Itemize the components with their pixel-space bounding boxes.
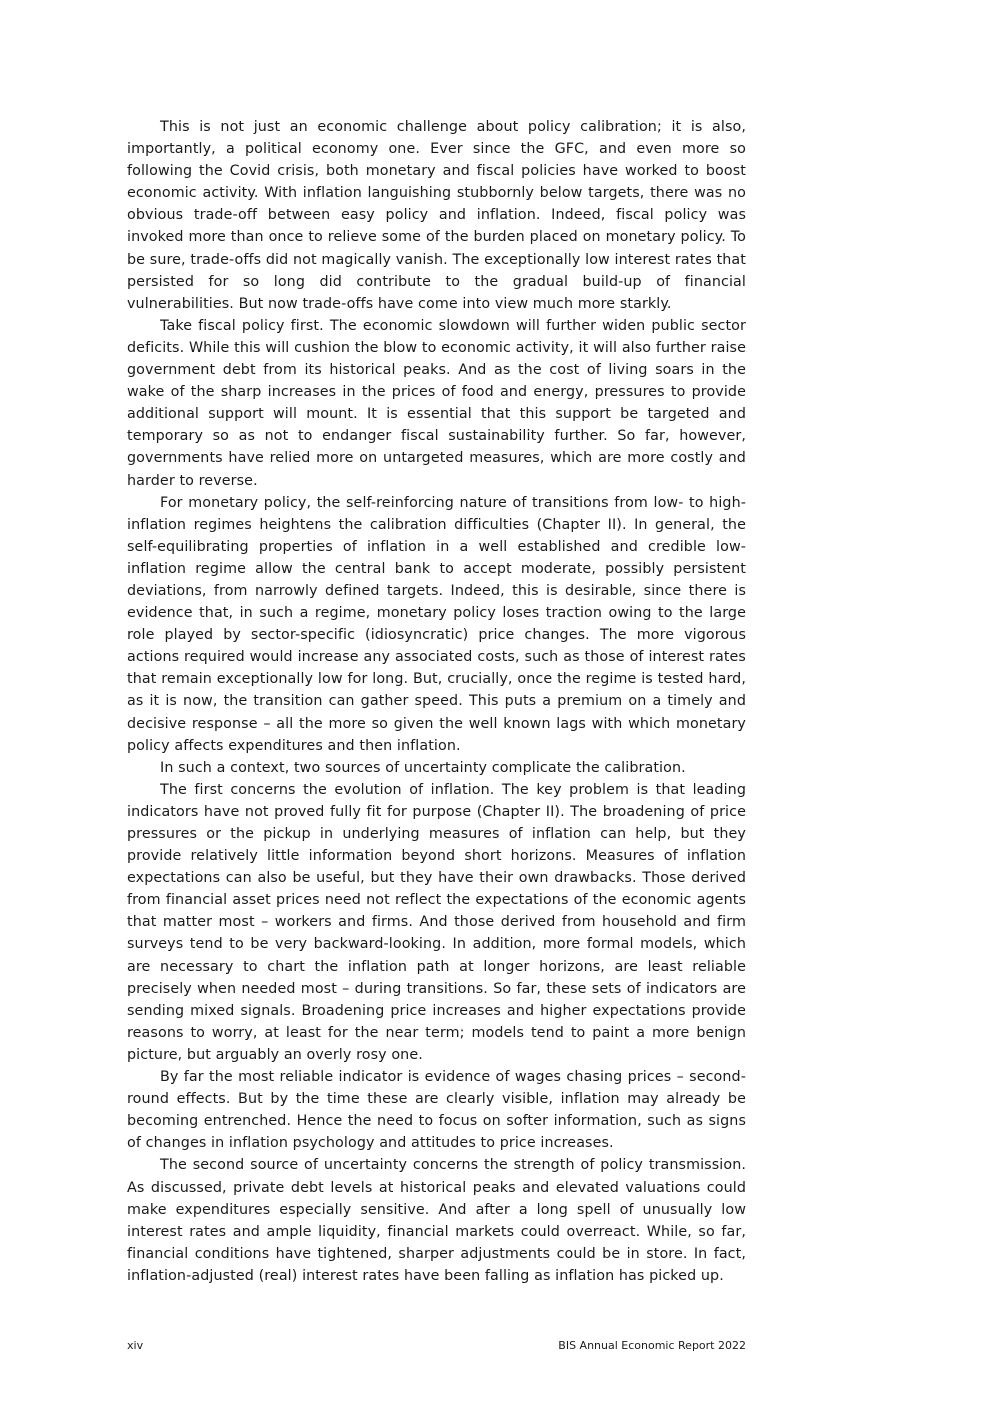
page-number: xiv	[127, 1339, 144, 1352]
body-text	[127, 116, 746, 1287]
paragraph-wage-indicator: By far the most reliable indicator is evidence of wages chasing prices – second-round effects. But by the time these are clearly visible, inflation may already be becoming entrenched. Hence the need to focus on softer information, such as signs of changes in inflation psychology and attitudes to price increases.	[127, 1069, 746, 1152]
paragraph-fiscal-policy: Take fiscal policy first. The economic slowdown will further widen public sector deficits. While this will cushion the blow to economic activity, it will also further raise government debt from its historical peaks. And as the cost of living soars in the wake of the sharp increases in the prices of food and energy, pressures to provide additional support will mount. It is essential that this support be targeted and temporary so as not to endanger fiscal sustainability further. So far, however, governments have relied more on untargeted measures, which are more costly and harder to reverse.	[127, 317, 746, 489]
paragraph-policy-transmission: The second source of uncertainty concerns the strength of policy transmission. As discussed, private debt levels at historical peaks and elevated valuations could make expenditures especially sensitive. And after a long spell of unusually low interest rates and ample liquidity, financial markets could overreact. While, so far, financial conditions have tightened, sharper adjustments could be in store. In fact, inflation-adjusted (real) interest rates have been falling as inflation has picked up.	[127, 1157, 746, 1284]
paragraph-inflation-evolution: The first concerns the evolution of inflation. The key problem is that leading indicators have not proved fully fit for purpose (Chapter II). The broadening of price pressures or the pickup in underlying measures of inflation can help, but they provide relatively little information beyond short horizons. Measures of inflation expectations can also be useful, but they have their own drawbacks. Those derived from financial asset prices need not reflect the expectations of the economic agents that matter most – workers and firms. And those derived from household and firm surveys tend to be very backward-looking. In addition, more formal models, which are necessary to chart the inflation path at longer horizons, are least reliable precisely when needed most – during transitions. So far, these sets of indicators are sending mixed signals. Broadening price increases and higher expectations provide reasons to worry, at least for the near term; models tend to paint a more benign picture, but arguably an overly rosy one.	[127, 781, 746, 1063]
page-footer	[127, 1339, 746, 1357]
paragraph-monetary-policy: For monetary policy, the self-reinforcing nature of transitions from low- to high-inflation regimes heightens the calibration difficulties (Chapter II). In general, the self-equilibrating properties of inflation in a well established and credible low-inflation regime allow the central bank to accept moderate, possibly persistent deviations, from narrowly defined targets. Indeed, this is desirable, since there is evidence that, in such a regime, monetary policy loses traction owing to the large role played by sector-specific (idiosyncratic) price changes. The more vigorous actions required would increase any associated costs, such as those of interest rates that remain exceptionally low for long. But, crucially, once the regime is tested hard, as it is now, the transition can gather speed. This puts a premium on a timely and decisive response – all the more so given the well known lags with which monetary policy affects expenditures and then inflation.	[127, 494, 746, 754]
report-title: BIS Annual Economic Report 2022	[558, 1339, 746, 1352]
paragraph-policy-calibration: This is not just an economic challenge about policy calibration; it is also, importantly, a political economy one. Ever since the GFC, and even more so following the Covid crisis, both monetary and fiscal policies have worked to boost economic activity. With inflation languishing stubbornly below targets, there was no obvious trade-off between easy policy and inflation. Indeed, fiscal policy was invoked more than once to relieve some of the burden placed on monetary policy. To be sure, trade-offs did not magically vanish. The exceptionally low interest rates that persisted for so long did contribute to the gradual build-up of financial vulnerabilities. But now trade-offs have come into view much more starkly.	[127, 119, 746, 312]
paragraph-uncertainty-intro: In such a context, two sources of uncertainty complicate the calibration.	[160, 759, 686, 776]
